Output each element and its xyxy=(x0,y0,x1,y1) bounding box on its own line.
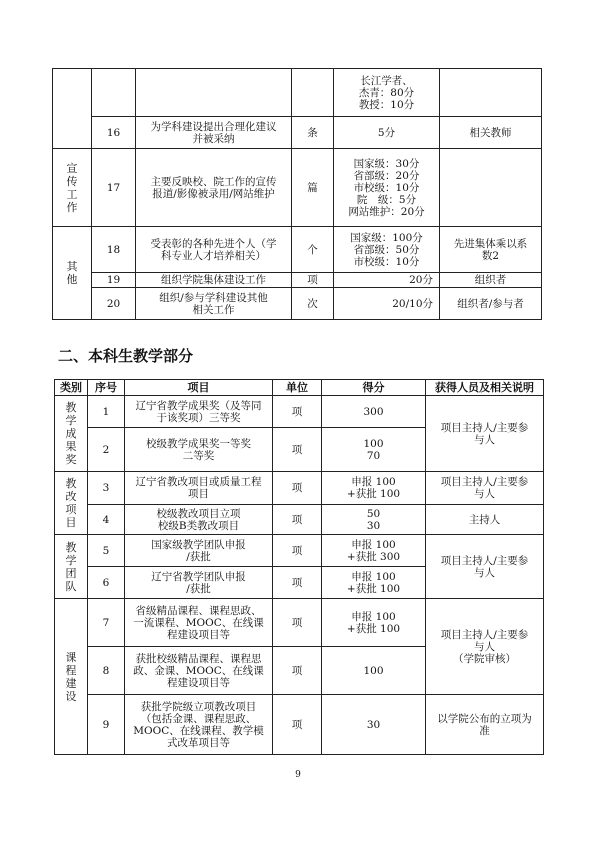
score-cell: 申报 100 +获批 100 xyxy=(322,472,426,505)
header-item: 项目 xyxy=(125,380,273,396)
table-row xyxy=(53,117,542,149)
teaching-table xyxy=(54,379,544,755)
category-cell: 宣 传 工 作 xyxy=(53,149,92,227)
table-row xyxy=(53,273,542,288)
table-row xyxy=(53,288,542,320)
item-cell: 辽宁省教学团队申报 /获批 xyxy=(125,567,273,599)
number-cell: 2 xyxy=(88,428,125,472)
unit-cell: 个 xyxy=(292,227,334,273)
table-row xyxy=(53,149,542,227)
note-cell xyxy=(440,69,542,117)
item-cell: 获批校级精品课程、课程思 政、金课、MOOC、在线课 程建设项目等 xyxy=(125,647,273,695)
score-cell: 100 xyxy=(322,647,426,695)
item-cell: 为学科建设提出合理化建议 并被采纳 xyxy=(136,117,292,149)
number-cell: 16 xyxy=(92,117,136,149)
item-cell: 主要反映校、院工作的宣传 报道/影像被录用/网站维护 xyxy=(136,149,292,227)
note-cell: 项目主持人/主要参 与人 （学院审核） xyxy=(426,599,544,695)
category-cell: 其 他 xyxy=(53,227,92,320)
unit-cell: 项 xyxy=(273,647,322,695)
unit-cell: 项 xyxy=(273,472,322,505)
note-cell: 先进集体乘以系 数2 xyxy=(440,227,542,273)
number-cell: 4 xyxy=(88,505,125,535)
note-cell: 项目主持人/主要参 与人 xyxy=(426,535,544,599)
table-row xyxy=(55,472,544,505)
item-cell: 国家级教学团队申报 /获批 xyxy=(125,535,273,567)
unit-cell: 项 xyxy=(273,599,322,647)
number-cell: 9 xyxy=(88,695,125,755)
item-cell: 校级教改项目立项 校级B类教改项目 xyxy=(125,505,273,535)
unit-cell: 条 xyxy=(292,117,334,149)
table-row xyxy=(55,396,544,428)
header-category: 类别 xyxy=(55,380,88,396)
note-cell: 组织者 xyxy=(440,273,542,288)
number-cell: 8 xyxy=(88,647,125,695)
note-cell: 以学院公布的立项为 准 xyxy=(426,695,544,755)
item-cell: 省级精品课程、课程思政、 一流课程、MOOC、在线课 程建设项目等 xyxy=(125,599,273,647)
unit-cell: 项 xyxy=(273,535,322,567)
category-cell: 课 程 建 设 xyxy=(55,599,88,755)
number-cell: 7 xyxy=(88,599,125,647)
item-cell xyxy=(136,69,292,117)
score-cell: 50 30 xyxy=(322,505,426,535)
note-cell: 相关教师 xyxy=(440,117,542,149)
item-cell: 辽宁省教改项目或质量工程 项目 xyxy=(125,472,273,505)
unit-cell xyxy=(292,69,334,117)
number-cell: 5 xyxy=(88,535,125,567)
item-cell: 组织学院集体建设工作 xyxy=(136,273,292,288)
table-row xyxy=(53,227,542,273)
table-header-row xyxy=(55,380,544,396)
unit-cell: 项 xyxy=(292,273,334,288)
item-cell: 获批学院级立项教改项目 （包括金课、课程思政、 MOOC、在线课程、教学模 式改革项目等 xyxy=(125,695,273,755)
unit-cell: 项 xyxy=(273,505,322,535)
category-cell xyxy=(53,69,92,149)
score-cell: 长江学者、 杰青：80分 教授：10分 xyxy=(334,69,440,117)
item-cell: 辽宁省教学成果奖（及等同 于该奖项）三等奖 xyxy=(125,396,273,428)
item-cell: 受表彰的各种先进个人（学 科专业人才培养相关） xyxy=(136,227,292,273)
table-row xyxy=(55,535,544,567)
note-cell: 项目主持人/主要参 与人 xyxy=(426,472,544,505)
score-cell: 申报 100 +获批 300 xyxy=(322,535,426,567)
score-cell: 100 70 xyxy=(322,428,426,472)
number-cell xyxy=(92,69,136,117)
category-cell: 教 学 团 队 xyxy=(55,535,88,599)
category-cell: 教 改 项 目 xyxy=(55,472,88,535)
unit-cell: 项 xyxy=(273,567,322,599)
table-row xyxy=(55,505,544,535)
score-cell: 申报 100 +获批 100 xyxy=(322,567,426,599)
score-cell: 国家级：30分 省部级：20分 市校级：10分 院 级：5分 网站维护：20分 xyxy=(334,149,440,227)
number-cell: 3 xyxy=(88,472,125,505)
header-score: 得分 xyxy=(322,380,426,396)
top-table xyxy=(52,68,542,320)
score-cell: 300 xyxy=(322,396,426,428)
unit-cell: 项 xyxy=(273,428,322,472)
unit-cell: 项 xyxy=(273,695,322,755)
table-row xyxy=(55,695,544,755)
item-cell: 校级教学成果奖一等奖 二等奖 xyxy=(125,428,273,472)
category-cell: 教 学 成 果 奖 xyxy=(55,396,88,472)
number-cell: 18 xyxy=(92,227,136,273)
note-cell: 组织者/参与者 xyxy=(440,288,542,320)
header-number: 序号 xyxy=(88,380,125,396)
score-cell: 国家级：100分 省部级：50分 市校级：10分 xyxy=(334,227,440,273)
page-number: 9 xyxy=(295,770,301,780)
number-cell: 17 xyxy=(92,149,136,227)
table-row xyxy=(55,599,544,647)
header-unit: 单位 xyxy=(273,380,322,396)
number-cell: 1 xyxy=(88,396,125,428)
number-cell: 20 xyxy=(92,288,136,320)
note-cell xyxy=(440,149,542,227)
note-cell: 主持人 xyxy=(426,505,544,535)
number-cell: 19 xyxy=(92,273,136,288)
unit-cell: 篇 xyxy=(292,149,334,227)
header-note: 获得人员及相关说明 xyxy=(426,380,544,396)
score-cell: 30 xyxy=(322,695,426,755)
score-cell: 20/10分 xyxy=(334,288,440,320)
note-cell: 项目主持人/主要参 与人 xyxy=(426,396,544,472)
score-cell: 5分 xyxy=(334,117,440,149)
section-heading: 二、本科生教学部分 xyxy=(58,347,194,365)
table-row xyxy=(53,69,542,117)
score-cell: 20分 xyxy=(334,273,440,288)
number-cell: 6 xyxy=(88,567,125,599)
unit-cell: 次 xyxy=(292,288,334,320)
item-cell: 组织/参与学科建设其他 相关工作 xyxy=(136,288,292,320)
unit-cell: 项 xyxy=(273,396,322,428)
score-cell: 申报 100 +获批 100 xyxy=(322,599,426,647)
